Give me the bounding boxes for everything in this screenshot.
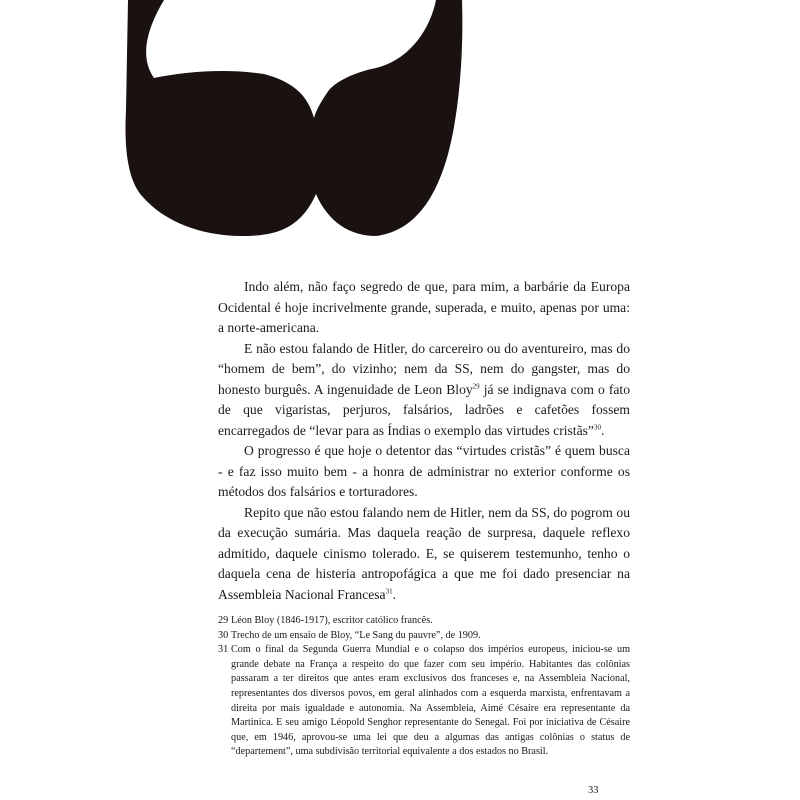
decorative-3-glyph-icon <box>124 0 464 236</box>
paragraph-text: E não estou falando de Hitler, do carcereiro ou do aventureiro, mas do “homem de bem”, do vizinho; nem da SS, nem do gangster, mas do honesto burguês. A ingenuidade de Leon Bloy <box>218 340 630 397</box>
footnote-text: Trecho de um ensaio de Bloy, “Le Sang du pauvre”, de 1909. <box>231 629 481 641</box>
paragraph-text: . <box>392 586 396 602</box>
paragraph-text: já se indignava com o fato de que vigaristas, perjuros, falsários, ladrões e cafetões fossem encarregados de “levar para as Índias o exemplo das virtudes cristãs” <box>218 381 630 438</box>
paragraph <box>218 503 630 606</box>
paragraph-text: Indo além, não faço segredo de que, para mim, a barbárie da Europa Ocidental é hoje incrivelmente grande, superada, e muito, apenas por uma: a norte-americana. <box>218 279 630 335</box>
footnote-ref-29[interactable]: 29 <box>472 381 480 390</box>
footnote-31 <box>218 643 630 760</box>
paragraph <box>218 441 630 503</box>
paragraph <box>218 339 630 442</box>
footnotes <box>218 614 630 760</box>
paragraph <box>218 277 630 339</box>
footnote-number: 30 <box>218 629 229 641</box>
paragraph-text: . <box>600 422 605 438</box>
footnote-number: 29 <box>218 615 229 626</box>
page-number: 33 <box>588 785 599 796</box>
paragraph-text: Repito que não estou falando nem de Hitler, nem da SS, do pogrom ou da execução sumária. Mas daquela reação de surpresa, daquele reflexo admitido, daquele cinismo tolerado. E, se quiserem testemunho, tenho o daquela cena de histeria antropofágica a que me foi dado presenciar na Assembleia Nacional Francesa <box>218 504 630 602</box>
footnote-ref-31[interactable]: 31 <box>385 586 393 595</box>
footnote-text: Com o final da Segunda Guerra Mundial e o colapso dos impérios europeus, iniciou-se um grande debate na França a respeito do que fazer com seu império. Habitantes das colônias passaram a ter direitos que antes eram exclusivos dos franceses e, na Assembleia Nacional, representantes dos diversos povos, em geral alinhados com a esquerda marxista, enfrentavam a direita por mais igualdade e autonomia. Na Assembleia, Aimé Césaire era representante da Martinica. E seu amigo Léopold Senghor representante do Senegal. Foi por iniciativa de Césaire que, em 1946, aprovou-se uma lei que deu a algumas das antigas colônias o status de “departement”, uma subdivisão territorial equivalente a dos estados no Brasil. <box>231 644 630 758</box>
main-text <box>218 277 630 605</box>
footnote-text: Léon Bloy (1846-1917), escritor católico francês. <box>231 615 433 626</box>
footnote-30 <box>218 629 630 644</box>
paragraph-text: O progresso é que hoje o detentor das “virtudes cristãs” é quem busca - e faz isso muito bem - a honra de administrar no exterior conforme os métodos dos falsários e torturadores. <box>218 443 630 499</box>
footnote-number: 31 <box>218 644 229 656</box>
footnote-ref-30[interactable]: 30 <box>593 422 601 431</box>
footnote-29 <box>218 614 630 629</box>
